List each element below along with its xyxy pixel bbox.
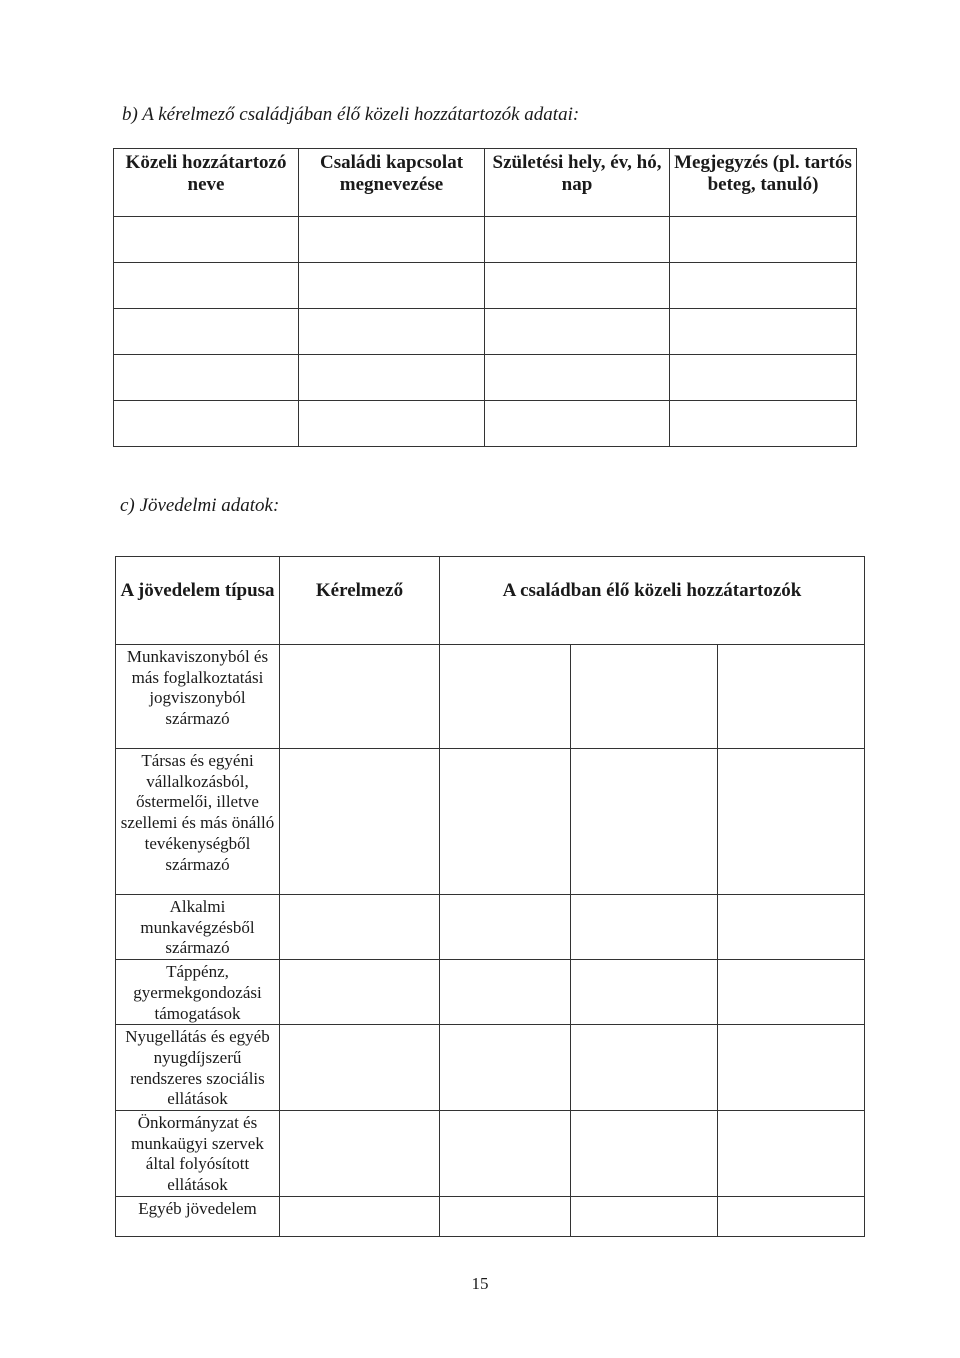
table-cell[interactable] [440,1025,571,1111]
table-cell[interactable] [440,1196,571,1236]
relatives-table [113,148,857,447]
table-cell[interactable] [440,645,571,749]
table-cell[interactable] [670,309,857,355]
table-cell[interactable] [670,217,857,263]
header-relationship: Családi kapcsolat megnevezése [299,149,485,217]
table-cell[interactable] [440,749,571,895]
table-row [114,309,857,355]
table-cell[interactable] [485,217,670,263]
income-table [115,556,865,1237]
table-cell[interactable] [718,1196,865,1236]
header-name: Közeli hozzátartozó neve [114,149,299,217]
table-cell[interactable] [718,895,865,960]
table-cell[interactable] [440,960,571,1025]
table-row [116,1111,865,1197]
table-cell[interactable] [440,1111,571,1197]
table-cell[interactable] [114,355,299,401]
table-row [114,263,857,309]
table-cell[interactable] [114,217,299,263]
table-cell[interactable] [114,309,299,355]
table-cell[interactable] [280,749,440,895]
table-cell[interactable] [280,1025,440,1111]
header-applicant: Kérelmező [280,557,440,645]
income-type-label: Társas és egyéni vállalkozásból, őstermelői, illetve szellemi és más önálló tevékenységből származó [116,749,280,895]
table-cell[interactable] [485,401,670,447]
table-cell[interactable] [299,309,485,355]
table-cell[interactable] [440,895,571,960]
table-row [114,217,857,263]
header-birth: Születési hely, év, hó, nap [485,149,670,217]
header-income-type: A jövedelem típusa [116,557,280,645]
table-cell[interactable] [571,749,718,895]
table-row [116,1196,865,1236]
table-cell[interactable] [670,263,857,309]
relatives-table-header [114,149,857,217]
table-cell[interactable] [299,217,485,263]
table-cell[interactable] [114,401,299,447]
table-cell[interactable] [670,401,857,447]
income-table-header [116,557,865,645]
income-type-label: Egyéb jövedelem [116,1196,280,1236]
table-row [116,1025,865,1111]
table-row [114,401,857,447]
table-cell[interactable] [571,1111,718,1197]
table-cell[interactable] [299,355,485,401]
section-c-title: c) Jövedelmi adatok: [120,495,280,516]
table-row [116,749,865,895]
table-cell[interactable] [718,749,865,895]
income-type-label: Önkormányzat és munkaügyi szervek által folyósított ellátások [116,1111,280,1197]
table-cell[interactable] [571,895,718,960]
header-relatives: A családban élő közeli hozzátartozók [440,557,865,645]
table-cell[interactable] [718,1111,865,1197]
table-cell[interactable] [571,1196,718,1236]
table-cell[interactable] [485,309,670,355]
table-cell[interactable] [571,645,718,749]
table-cell[interactable] [280,960,440,1025]
table-cell[interactable] [299,401,485,447]
income-type-label: Alkalmi munkavégzésből származó [116,895,280,960]
table-cell[interactable] [718,645,865,749]
table-cell[interactable] [485,263,670,309]
page-number: 15 [471,1274,489,1293]
income-type-label: Munkaviszonyból és más foglalkoztatási jogviszonyból származó [116,645,280,749]
table-cell[interactable] [718,960,865,1025]
table-cell[interactable] [280,645,440,749]
table-row [114,355,857,401]
section-b-title: b) A kérelmező családjában élő közeli hozzátartozók adatai: [122,104,580,125]
table-cell[interactable] [280,1111,440,1197]
table-cell[interactable] [299,263,485,309]
table-row [116,960,865,1025]
table-row [116,895,865,960]
table-cell[interactable] [571,1025,718,1111]
table-row [116,645,865,749]
table-cell[interactable] [114,263,299,309]
table-cell[interactable] [718,1025,865,1111]
table-cell[interactable] [485,355,670,401]
table-cell[interactable] [571,960,718,1025]
income-type-label: Nyugellátás és egyéb nyugdíjszerű rendszeres szociális ellátások [116,1025,280,1111]
income-type-label: Táppénz, gyermekgondozási támogatások [116,960,280,1025]
table-cell[interactable] [670,355,857,401]
header-note: Megjegyzés (pl. tartós beteg, tanuló) [670,149,857,217]
table-cell[interactable] [280,895,440,960]
table-cell[interactable] [280,1196,440,1236]
